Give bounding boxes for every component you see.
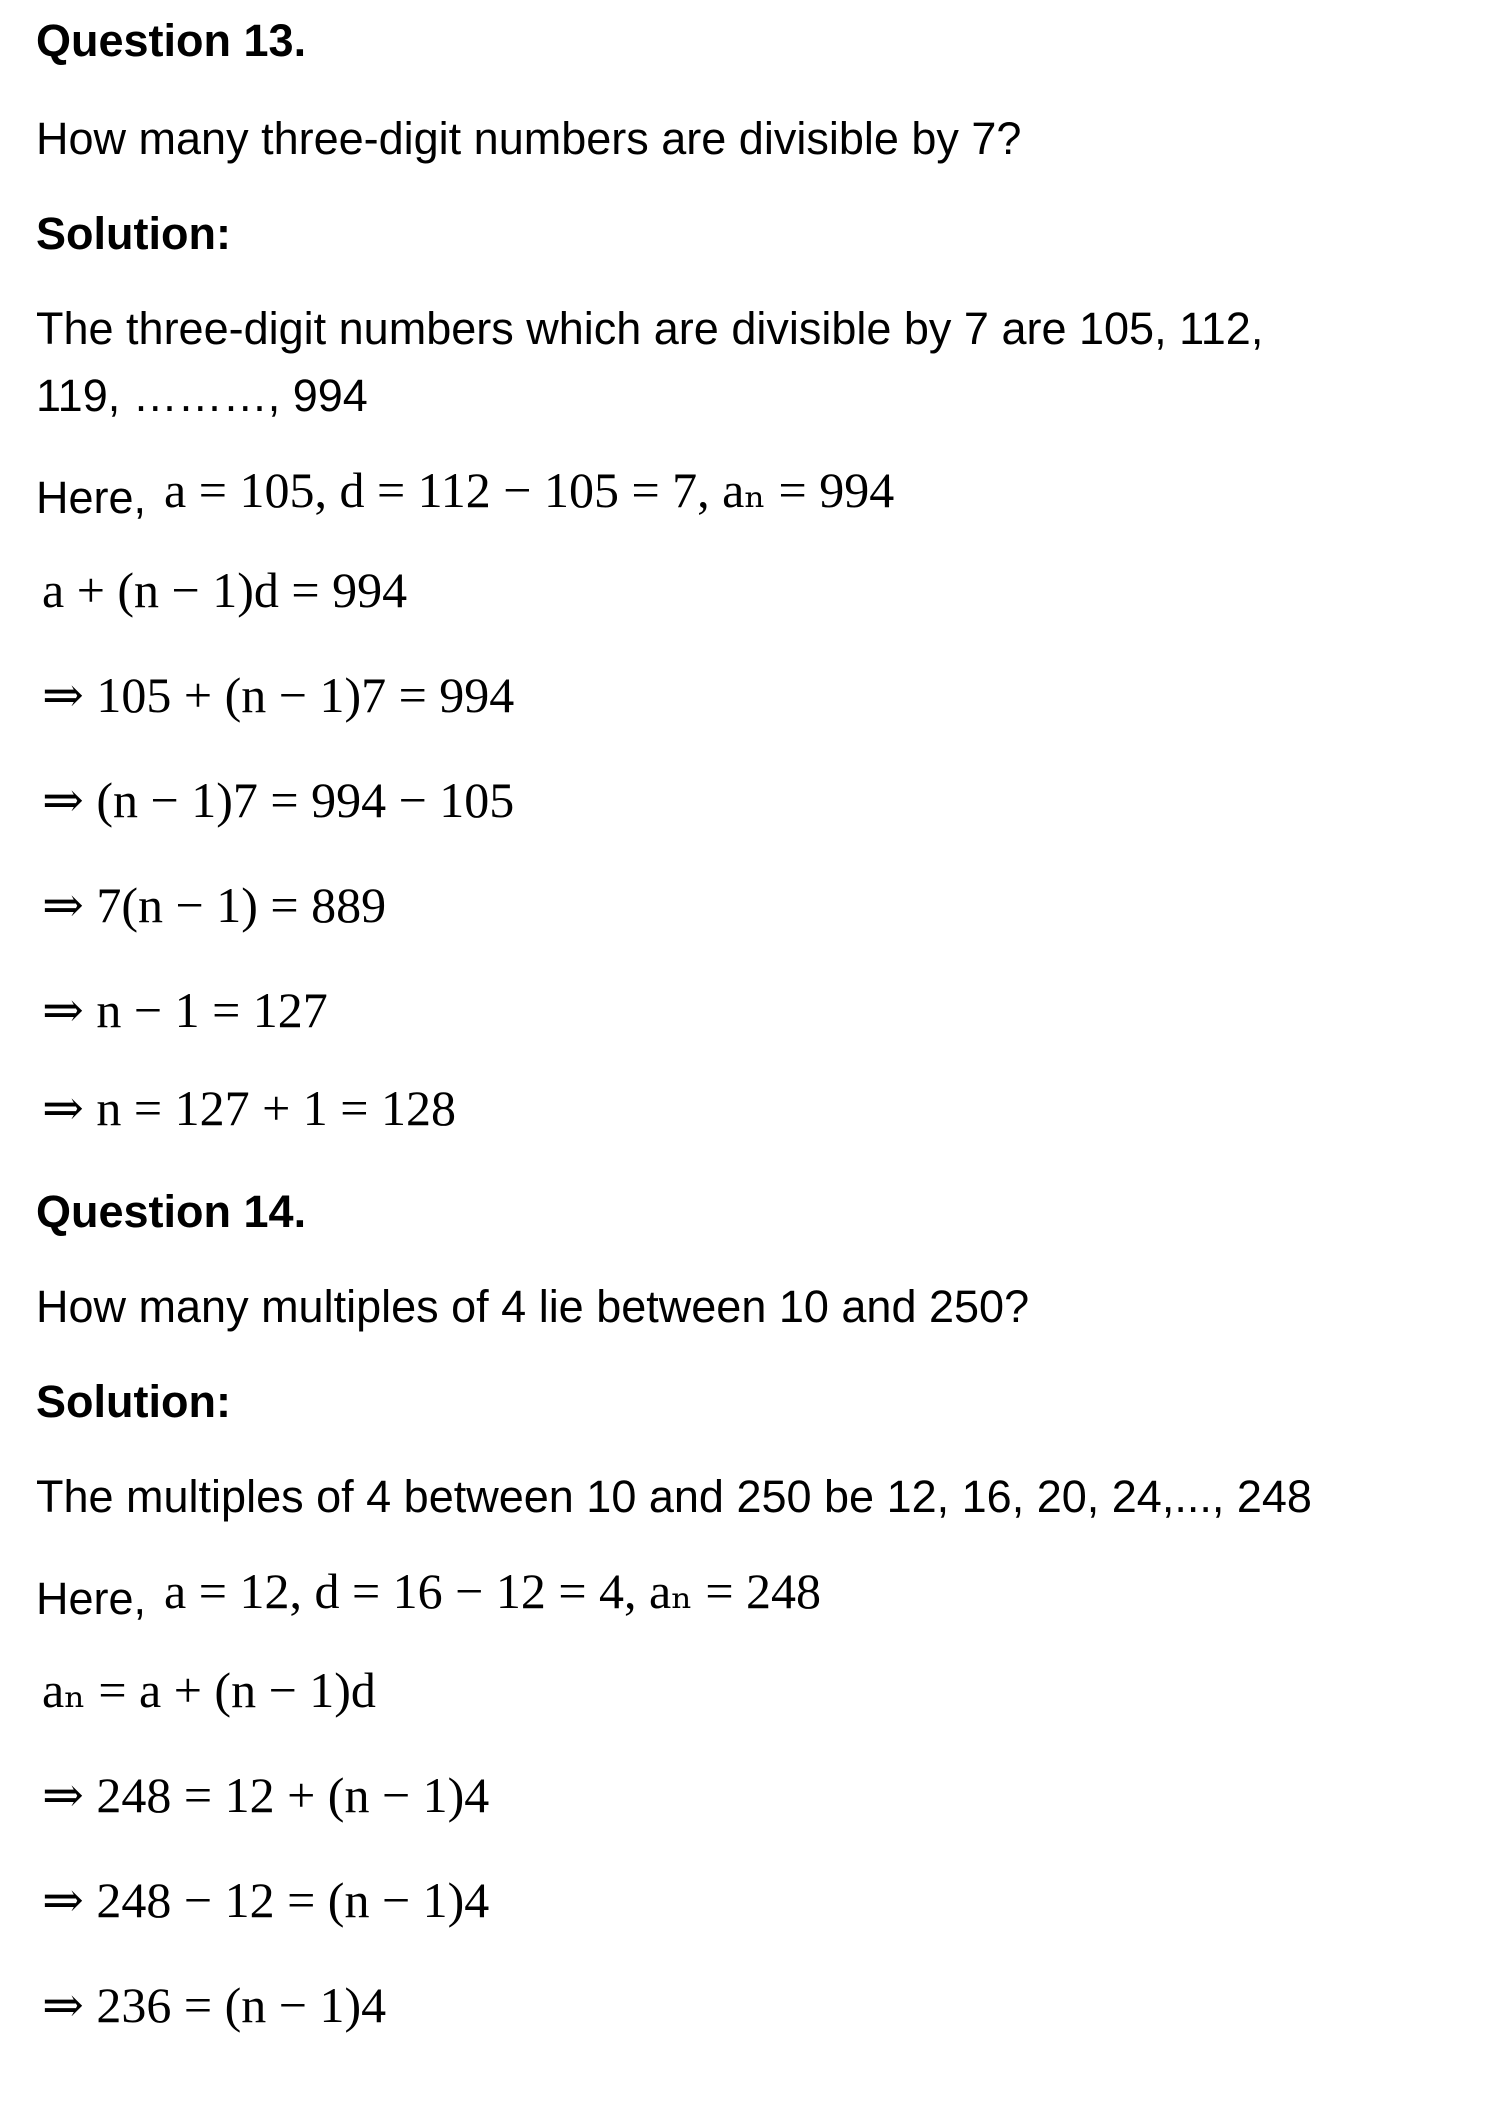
q14-step-1: aₙ = a + (n − 1)d xyxy=(42,1662,376,1718)
here-equation: a = 12, d = 16 − 12 = 4, aₙ = 248 xyxy=(164,1563,822,1619)
q13-step-2: ⇒ 105 + (n − 1)7 = 994 xyxy=(42,667,515,723)
question-13-heading: Question 13. xyxy=(36,15,307,66)
question-13-here-line xyxy=(36,462,895,526)
here-equation: a = 105, d = 112 − 105 = 7, aₙ = 994 xyxy=(164,462,895,518)
q14-step-4: ⇒ 236 = (n − 1)4 xyxy=(42,1977,387,2033)
q13-step-3: ⇒ (n − 1)7 = 994 − 105 xyxy=(42,772,515,828)
q13-step-1: a + (n − 1)d = 994 xyxy=(42,562,408,618)
question-14-heading: Question 14. xyxy=(36,1186,307,1237)
question-14-text: How many multiples of 4 lie between 10 and 250? xyxy=(36,1281,1030,1332)
question-14-solution-text-line-1: The multiples of 4 between 10 and 250 be 12, 16, 20, 24,..., 248 xyxy=(36,1471,1312,1522)
question-13-solution-label: Solution: xyxy=(36,208,231,259)
question-13-solution-text-line-2: 119, ………, 994 xyxy=(36,370,368,421)
here-label: Here, xyxy=(36,472,147,523)
question-14-here-line xyxy=(36,1563,822,1627)
here-label: Here, xyxy=(36,1573,147,1624)
question-14-solution-label: Solution: xyxy=(36,1376,231,1427)
question-13-text: How many three-digit numbers are divisible by 7? xyxy=(36,113,1022,164)
q14-step-3: ⇒ 248 − 12 = (n − 1)4 xyxy=(42,1872,490,1928)
q13-step-6: ⇒ n = 127 + 1 = 128 xyxy=(42,1080,456,1136)
q13-step-5: ⇒ n − 1 = 127 xyxy=(42,982,328,1038)
q13-step-4: ⇒ 7(n − 1) = 889 xyxy=(42,877,387,933)
question-13-solution-text-line-1: The three-digit numbers which are divisible by 7 are 105, 112, xyxy=(36,303,1264,354)
q14-step-2: ⇒ 248 = 12 + (n − 1)4 xyxy=(42,1767,490,1823)
